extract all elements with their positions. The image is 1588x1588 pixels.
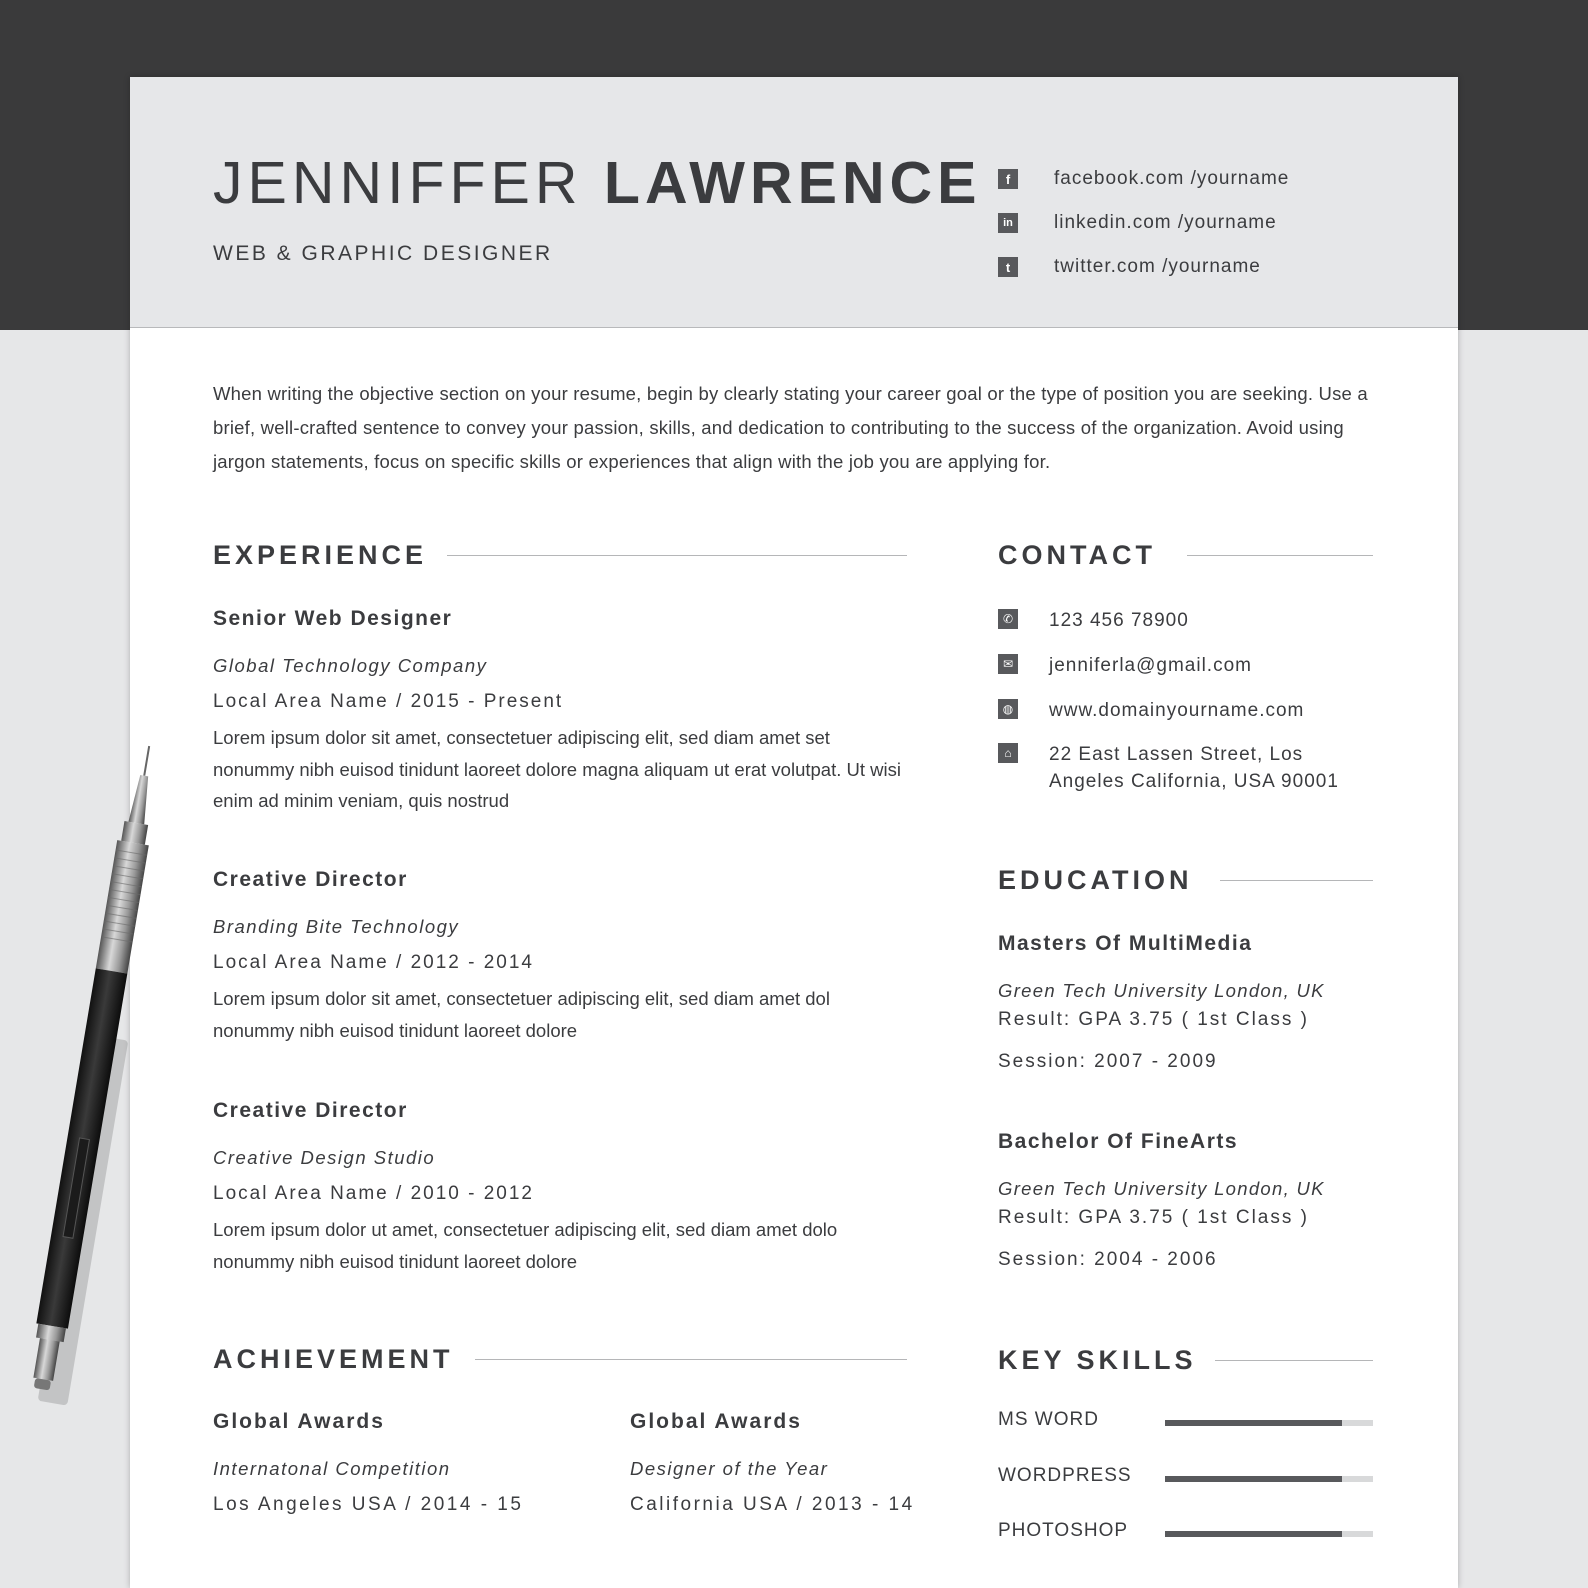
linkedin-icon: in: [998, 213, 1018, 233]
social-link-linkedin[interactable]: [998, 201, 1289, 245]
job-title: Creative Director: [213, 1099, 408, 1122]
job-description: Lorem ipsum dolor ut amet, consectetuer adipiscing elit, sed diam amet dolo nonummy nibh euisod tinidunt laoreet dolore: [213, 1219, 838, 1272]
contact-text: jenniferla@gmail.com: [1049, 655, 1252, 676]
degree-school: Green Tech University London, UK: [998, 1178, 1325, 1199]
resume-page: [130, 77, 1458, 1588]
education-divider: [1220, 880, 1373, 881]
social-links: [998, 157, 1289, 289]
pencil-shadow: [38, 1036, 129, 1406]
skill-bar-fill: [1165, 1531, 1342, 1537]
first-name: JENNIFFER: [213, 150, 583, 216]
award-title: Global Awards: [630, 1410, 802, 1433]
skill-bar: [1165, 1420, 1373, 1426]
award-title: Global Awards: [213, 1410, 385, 1433]
degree-title: Masters Of MultiMedia: [998, 932, 1253, 955]
degree-session: Session: 2007 - 2009: [998, 1051, 1218, 1072]
social-link-text: linkedin.com /yourname: [1054, 212, 1277, 233]
skill-bar: [1165, 1531, 1373, 1537]
skill-bar-fill: [1165, 1476, 1342, 1482]
contact-divider: [1187, 555, 1373, 556]
job-location: Local Area Name / 2010 - 2012: [213, 1183, 535, 1204]
contact-text: 123 456 78900: [1049, 610, 1189, 631]
social-link-facebook[interactable]: [998, 157, 1289, 201]
twitter-icon: t: [998, 257, 1018, 277]
job-role: WEB & GRAPHIC DESIGNER: [213, 242, 553, 265]
degree-session: Session: 2004 - 2006: [998, 1249, 1218, 1270]
job-description: Lorem ipsum dolor sit amet, consectetuer adipiscing elit, sed diam amet dol nonummy nibh euisod tinidunt laoreet dolore: [213, 988, 830, 1041]
achievement-heading: ACHIEVEMENT: [213, 1344, 454, 1374]
skill-bar: [1165, 1476, 1373, 1482]
award-subtitle: Designer of the Year: [630, 1458, 829, 1479]
pencil-eraser-cap: [34, 1378, 51, 1391]
experience-divider: [447, 555, 907, 556]
job-company: Branding Bite Technology: [213, 916, 460, 937]
achievement-divider: [475, 1359, 907, 1360]
job-title: Senior Web Designer: [213, 607, 453, 630]
resume-header: [130, 77, 1458, 328]
social-link-twitter[interactable]: [998, 245, 1289, 289]
mail-icon: ✉: [998, 654, 1018, 674]
social-link-text: facebook.com /yourname: [1054, 168, 1290, 189]
award-subtitle: Internatonal Competition: [213, 1458, 451, 1479]
degree-school: Green Tech University London, UK: [998, 980, 1325, 1001]
pencil-end-cap: [33, 1338, 59, 1381]
contact-phone: [998, 607, 1189, 634]
contact-heading: CONTACT: [998, 540, 1156, 570]
skills-divider: [1215, 1360, 1373, 1361]
contact-text: 22 East Lassen Street, Los Angeles California, USA 90001: [1049, 744, 1339, 792]
phone-icon: ✆: [998, 609, 1018, 629]
pencil-body: [36, 968, 127, 1328]
degree-result: Result: GPA 3.75 ( 1st Class ): [998, 1207, 1309, 1228]
job-title: Creative Director: [213, 868, 408, 891]
contact-text: www.domainyourname.com: [1049, 700, 1305, 721]
social-link-text: twitter.com /yourname: [1054, 256, 1261, 277]
job-company: Creative Design Studio: [213, 1147, 436, 1168]
skill-name: PHOTOSHOP: [998, 1520, 1129, 1541]
skills-heading: KEY SKILLS: [998, 1345, 1197, 1375]
last-name: LAWRENCE: [603, 150, 982, 216]
pencil-clip: [63, 1138, 89, 1238]
job-company: Global Technology Company: [213, 655, 488, 676]
candidate-name: [213, 149, 982, 217]
job-description: Lorem ipsum dolor sit amet, consectetuer adipiscing elit, sed diam amet set nonummy nibh euisod tinidunt laoreet dolore magna aliquam ut erat volutpat. Ut wisi enim ad minim veniam, quis nostrud: [213, 727, 901, 811]
degree-title: Bachelor Of FineArts: [998, 1130, 1239, 1153]
education-heading: EDUCATION: [998, 865, 1193, 895]
award-location: Los Angeles USA / 2014 - 15: [213, 1494, 524, 1515]
skill-bar-fill: [1165, 1420, 1342, 1426]
contact-email[interactable]: [998, 652, 1252, 679]
skill-name: MS WORD: [998, 1409, 1099, 1430]
degree-result: Result: GPA 3.75 ( 1st Class ): [998, 1009, 1309, 1030]
experience-heading: EXPERIENCE: [213, 540, 428, 570]
award-location: California USA / 2013 - 14: [630, 1494, 915, 1515]
facebook-icon: f: [998, 169, 1018, 189]
contact-website[interactable]: [998, 697, 1304, 724]
job-location: Local Area Name / 2015 - Present: [213, 691, 564, 712]
job-location: Local Area Name / 2012 - 2014: [213, 952, 535, 973]
globe-icon: ◍: [998, 699, 1018, 719]
contact-address: [998, 741, 1379, 795]
pencil-band: [36, 1324, 66, 1342]
home-icon: ⌂: [998, 743, 1018, 763]
skill-name: WORDPRESS: [998, 1465, 1132, 1486]
objective-paragraph: When writing the objective section on your resume, begin by clearly stating your career goal or the type of position you are seeking. Use a brief, well-crafted sentence to convey your passion, skills, and dedication to contributing to the success of the organization. Avoid using jargon statements, focus on specific skills or experiences that align with the job you are applying for.: [213, 383, 1368, 472]
